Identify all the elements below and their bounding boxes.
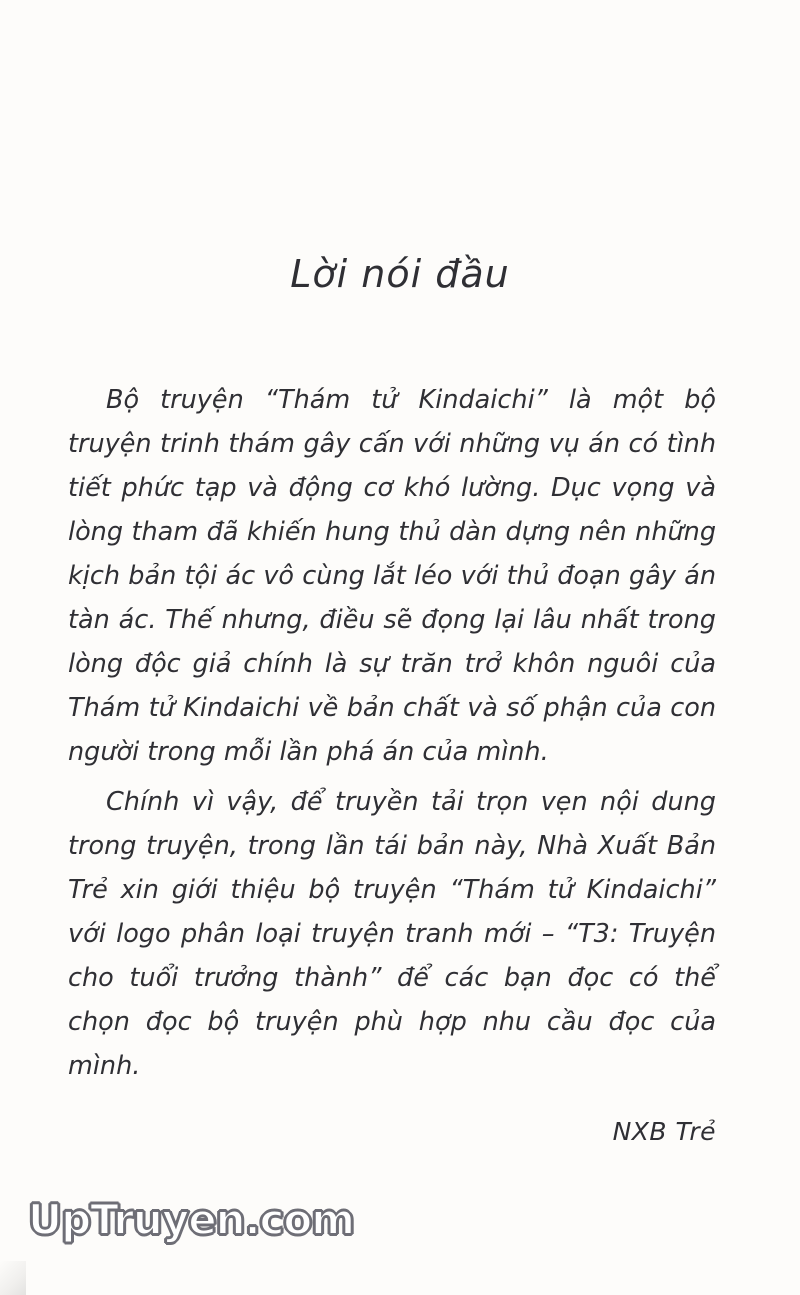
signature: NXB Trẻ <box>612 1117 716 1146</box>
site-watermark: UpTruyen.com <box>28 1195 355 1244</box>
paragraph: Chính vì vậy, để truyền tải trọn vẹn nội dung trong truyện, trong lần tái bản này, Nhà Xuất Bản Trẻ xin giới thiệu bộ truyện “Thám tử Kindaichi” với logo phân loại truyện tranh mới – “T3: Truyện cho tuổi trưởng thành” để các bạn đọc có thể chọn đọc bộ truyện phù hợp nhu cầu đọc của mình. <box>68 787 716 1081</box>
preface-body <box>68 378 716 1160</box>
paragraph: Bộ truyện “Thám tử Kindaichi” là một bộ truyện trinh thám gây cấn với những vụ án có tình tiết phức tạp và động cơ khó lường. Dục vọng và lòng tham đã khiến hung thủ dàn dựng nên những kịch bản tội ác vô cùng lắt léo với thủ đoạn gây án tàn ác. Thế nhưng, điều sẽ đọng lại lâu nhất trong lòng độc giả chính là sự trăn trở khôn nguôi của Thám tử Kindaichi về bản chất và số phận của con người trong mỗi lần phá án của mình. <box>68 385 716 767</box>
page-title: Lời nói đầu <box>290 252 510 296</box>
page-corner-shading <box>0 1261 26 1295</box>
